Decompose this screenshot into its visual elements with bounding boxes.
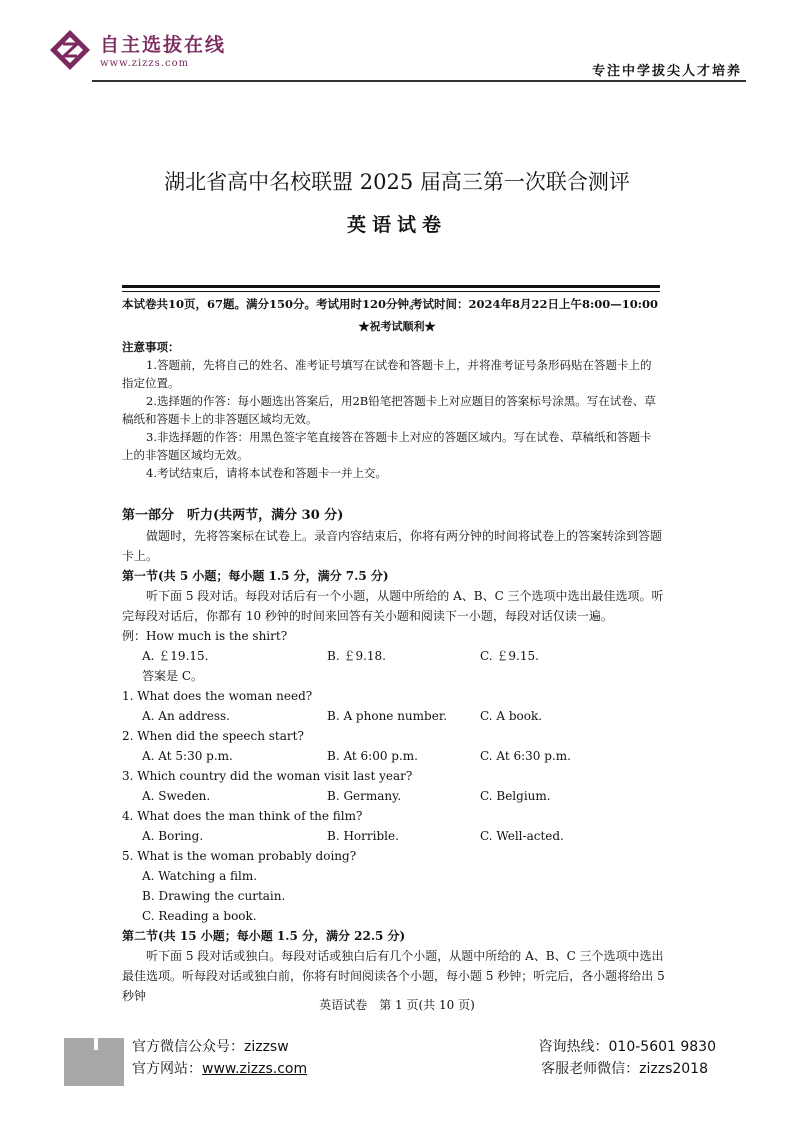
header-divider — [92, 80, 746, 82]
page-number: 英语试卷 第 1 页(共 10 页) — [319, 998, 475, 1012]
brand-logo-icon — [48, 28, 92, 72]
service-wechat: 客服老师微信：zizzs2018 — [541, 1061, 708, 1077]
subject-title: 英语试卷 — [346, 214, 447, 236]
question-5: 5. What is the woman probably doing? — [122, 849, 357, 863]
option-c: C. A book. — [480, 709, 543, 723]
option-c: C. Well-acted. — [480, 829, 564, 843]
question-4: 4. What does the man think of the film? — [122, 809, 363, 823]
option-b: B. ￡9.18. — [327, 649, 386, 663]
good-luck-text: ★祝考试顺利★ — [358, 320, 436, 333]
hotline: 咨询热线：010-5601 9830 — [538, 1039, 716, 1055]
option-c: C. ￡9.15. — [480, 649, 539, 663]
option-a: A. ￡19.15. — [142, 649, 209, 663]
section1-title: 第一节(共 5 小题；每小题 1.5 分，满分 7.5 分) — [122, 569, 389, 583]
banner-block — [64, 1038, 124, 1086]
option-b: B. Horrible. — [327, 829, 399, 843]
website-link[interactable]: www.zizzs.com — [202, 1061, 308, 1077]
option-a: A. Boring. — [142, 829, 204, 843]
example-question: 例：How much is the shirt? — [122, 629, 288, 643]
exam-title: 湖北省高中名校联盟 2025 届高三第一次联合测评 — [164, 170, 630, 194]
question-2: 2. When did the speech start? — [122, 729, 304, 743]
option-b: B. Drawing the curtain. — [142, 889, 286, 903]
option-a: A. Watching a film. — [142, 869, 258, 883]
note-item: 4.考试结束后，请将本试卷和答题卡一并上交。 — [146, 466, 387, 480]
example-answer: 答案是 C。 — [142, 669, 203, 683]
header-slogan: 专注中学拔尖人才培养 — [591, 64, 742, 79]
note-item: 1.答题前，先将自己的姓名、准考证号填写在试卷和答题卡上，并将准考证号条形码贴在答题卡上的指定位置。 — [122, 358, 652, 390]
section1-instructions: 听下面 5 段对话。每段对话后有一个小题，从题中所给的 A、B、C 三个选项中选出最佳选项。听完每段对话后，你都有 10 秒钟的时间来回答有关小题和阅读下一小题，每段对话仅读一遍。 — [122, 589, 664, 623]
option-b: B. A phone number. — [327, 709, 448, 723]
option-b: B. At 6:00 p.m. — [327, 749, 418, 763]
option-c: C. Reading a book. — [142, 909, 257, 923]
question-3-options — [122, 786, 667, 806]
option-c: C. At 6:30 p.m. — [480, 749, 571, 763]
option-a: A. An address. — [142, 709, 230, 723]
note-item: 3.非选择题的作答：用黑色签字笔直接答在答题卡上对应的答题区域内。写在试卷、草稿纸和答题卡上的非答题区域均无效。 — [122, 430, 652, 462]
question-4-options — [122, 826, 667, 846]
title-rule-thick — [122, 285, 660, 288]
question-2-options — [122, 746, 667, 766]
option-a: A. At 5:30 p.m. — [142, 749, 233, 763]
example-options — [122, 646, 667, 666]
notes-label: 注意事项： — [122, 340, 180, 354]
brand-name: 自主选拔在线 — [100, 34, 227, 56]
notes-section — [122, 338, 662, 482]
question-3: 3. Which country did the woman visit last year? — [122, 769, 413, 783]
website-label: 官方网站： — [132, 1061, 202, 1077]
question-1-options — [122, 706, 667, 726]
option-b: B. Germany. — [327, 789, 402, 803]
section2-title: 第二节(共 15 小题；每小题 1.5 分，满分 22.5 分) — [122, 929, 406, 943]
part1-title: 第一部分 听力(共两节，满分 30 分) — [122, 508, 344, 523]
brand-url[interactable]: www.zizzs.com — [100, 58, 190, 69]
part1-listening — [122, 506, 667, 1006]
option-a: A. Sweden. — [142, 789, 211, 803]
part1-intro: 做题时，先将答案标在试卷上。录音内容结束后，你将有两分钟的时间将试卷上的答案转涂到答题卡上。 — [122, 529, 663, 563]
note-item: 2.选择题的作答：每小题选出答案后，用2B铅笔把答题卡上对应题目的答案标号涂黑。写在试卷、草稿纸和答题卡上的非答题区域均无效。 — [122, 394, 656, 426]
website — [132, 1058, 307, 1078]
exam-time: 考试时间：2024年8月22日上午8:00—10:00 — [410, 297, 658, 311]
section2-instructions: 听下面 5 段对话或独白。每段对话或独白后有几个小题，从题中所给的 A、B、C 三个选项中选出最佳选项。听每段对话或独白前，你将有时间阅读各个小题，每小题 5 秒钟；听完后，各小题将给出 5 秒钟 — [122, 949, 665, 1003]
title-rule-thin — [122, 291, 660, 292]
exam-info: 本试卷共10页，67题。满分150分。考试用时120分钟。 — [122, 297, 421, 311]
question-1: 1. What does the woman need? — [122, 689, 313, 703]
option-c: C. Belgium. — [480, 789, 551, 803]
wechat-account: 官方微信公众号：zizzsw — [132, 1039, 289, 1055]
